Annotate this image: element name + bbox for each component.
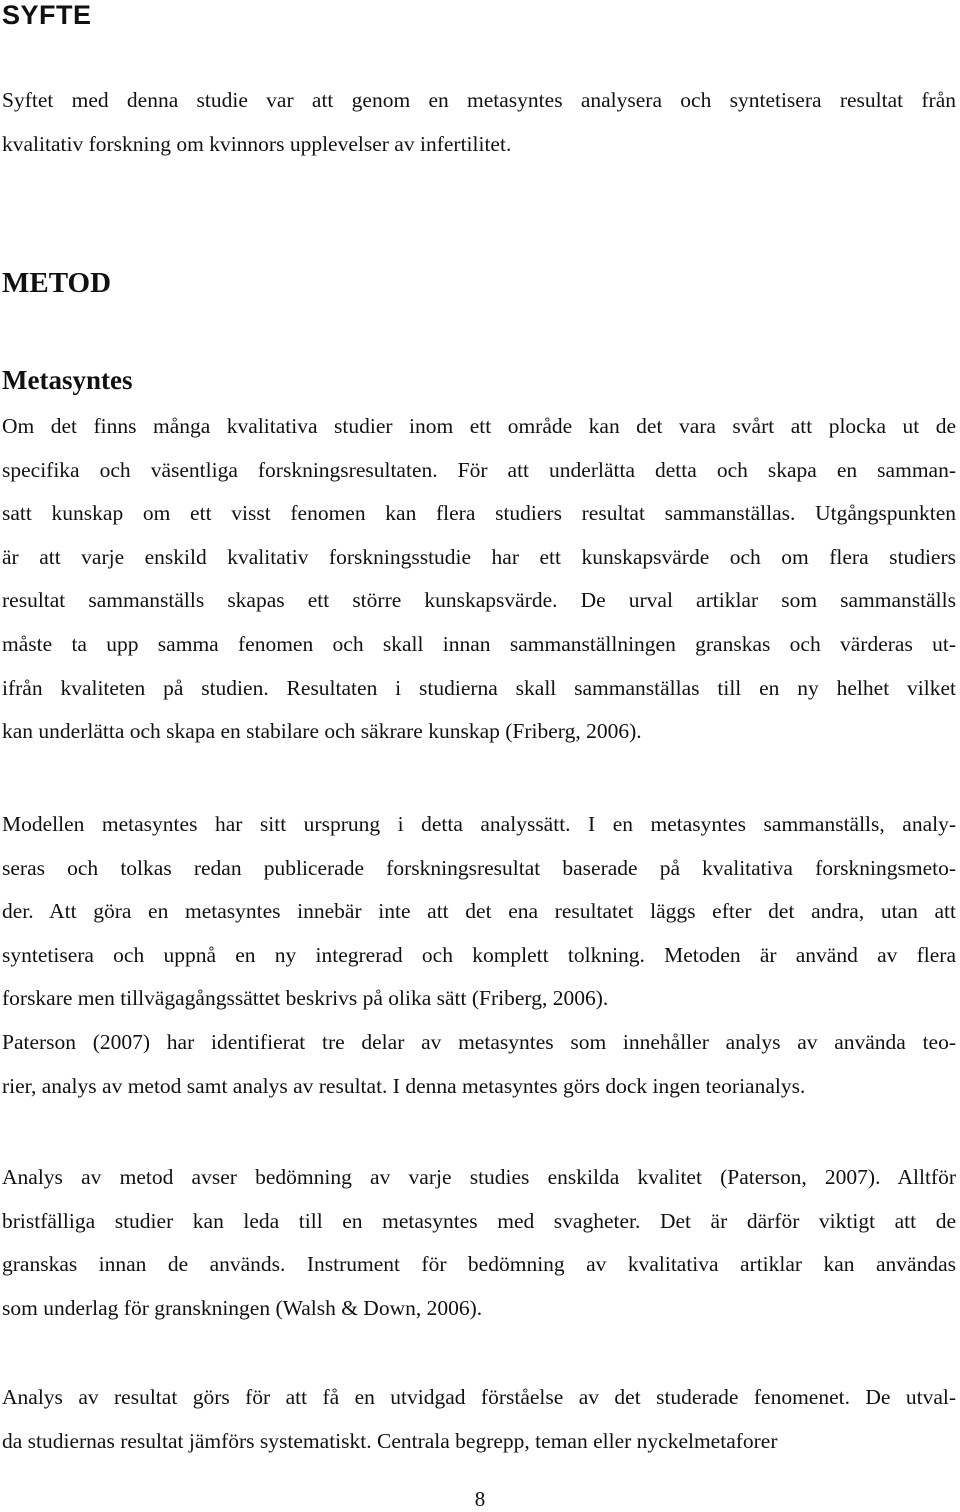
text-line: Paterson (2007) har identifierat tre delar av metasyntes som innehåller analys av använda teo- [2, 1029, 956, 1054]
text-line: bristfälliga studier kan leda till en metasyntes med svagheter. Det är därför viktigt att de [2, 1208, 956, 1233]
text-line: ifrån kvaliteten på studien. Resultaten i studierna skall sammanställas till en ny helhet vilket [2, 675, 956, 700]
text-line: specifika och väsentliga forskningsresultaten. För att underlätta detta och skapa en samman- [2, 457, 956, 482]
text-line: granskas innan de används. Instrument för bedömning av kvalitativa artiklar kan användas [2, 1252, 956, 1277]
text-line: der. Att göra en metasyntes innebär inte att det ena resultatet läggs efter det andra, utan att [2, 899, 956, 924]
text-line: da studiernas resultat jämförs systematiskt. Centrala begrepp, teman eller nyckelmetaforer [2, 1428, 778, 1453]
paragraph-metasyntes-2 [2, 803, 956, 1108]
text-line: forskare men tillvägagångssättet beskrivs på olika sätt (Friberg, 2006). [2, 986, 609, 1011]
text-line: satt kunskap om ett visst fenomen kan flera studiers resultat sammanställas. Utgångspunkten [2, 501, 956, 526]
text-line: som underlag för granskningen (Walsh & Down, 2006). [2, 1295, 483, 1320]
heading-metod: METOD [2, 267, 112, 299]
text-line: är att varje enskild kvalitativ forskningsstudie har ett kunskapsvärde och om flera studiers [2, 544, 956, 569]
paragraph-metasyntes-3 [2, 1156, 956, 1330]
text-line: rier, analys av metod samt analys av resultat. I denna metasyntes görs dock ingen teorianalys. [2, 1073, 806, 1098]
text-line: Analys av metod avser bedömning av varje studies enskilda kvalitet (Paterson, 2007). Alltför [2, 1165, 956, 1189]
text-line: Modellen metasyntes har sitt ursprung i detta analyssätt. I en metasyntes sammanställs, analy- [2, 812, 956, 836]
heading-metasyntes: Metasyntes [2, 365, 133, 395]
text-line: kvalitativ forskning om kvinnors upplevelser av infertilitet. [2, 131, 512, 156]
heading-syfte: SYFTE [2, 0, 92, 30]
text-line: måste ta upp samma fenomen och skall innan sammanställningen granskas och värderas ut- [2, 631, 956, 656]
text-line: resultat sammanställs skapas ett större kunskapsvärde. De urval artiklar som sammanställs [2, 588, 956, 613]
text-line: Om det finns många kvalitativa studier inom ett område kan det vara svårt att plocka ut de [2, 414, 956, 438]
paragraph-metasyntes-4 [2, 1376, 956, 1463]
page-number: 8 [474, 1487, 486, 1511]
text-line: kan underlätta och skapa en stabilare och säkrare kunskap (Friberg, 2006). [2, 719, 642, 744]
paragraph-syfte [2, 79, 956, 166]
paragraph-metasyntes-1 [2, 405, 956, 754]
text-line: Analys av resultat görs för att få en utvidgad förståelse av det studerade fenomenet. De utval- [2, 1385, 956, 1409]
text-line: syntetisera och uppnå en ny integrerad och komplett tolkning. Metoden är använd av flera [2, 942, 956, 967]
text-line: Syftet med denna studie var att genom en metasyntes analysera och syntetisera resultat från [2, 88, 956, 112]
text-line: seras och tolkas redan publicerade forskningsresultat baserade på kvalitativa forskningsmeto- [2, 855, 956, 880]
